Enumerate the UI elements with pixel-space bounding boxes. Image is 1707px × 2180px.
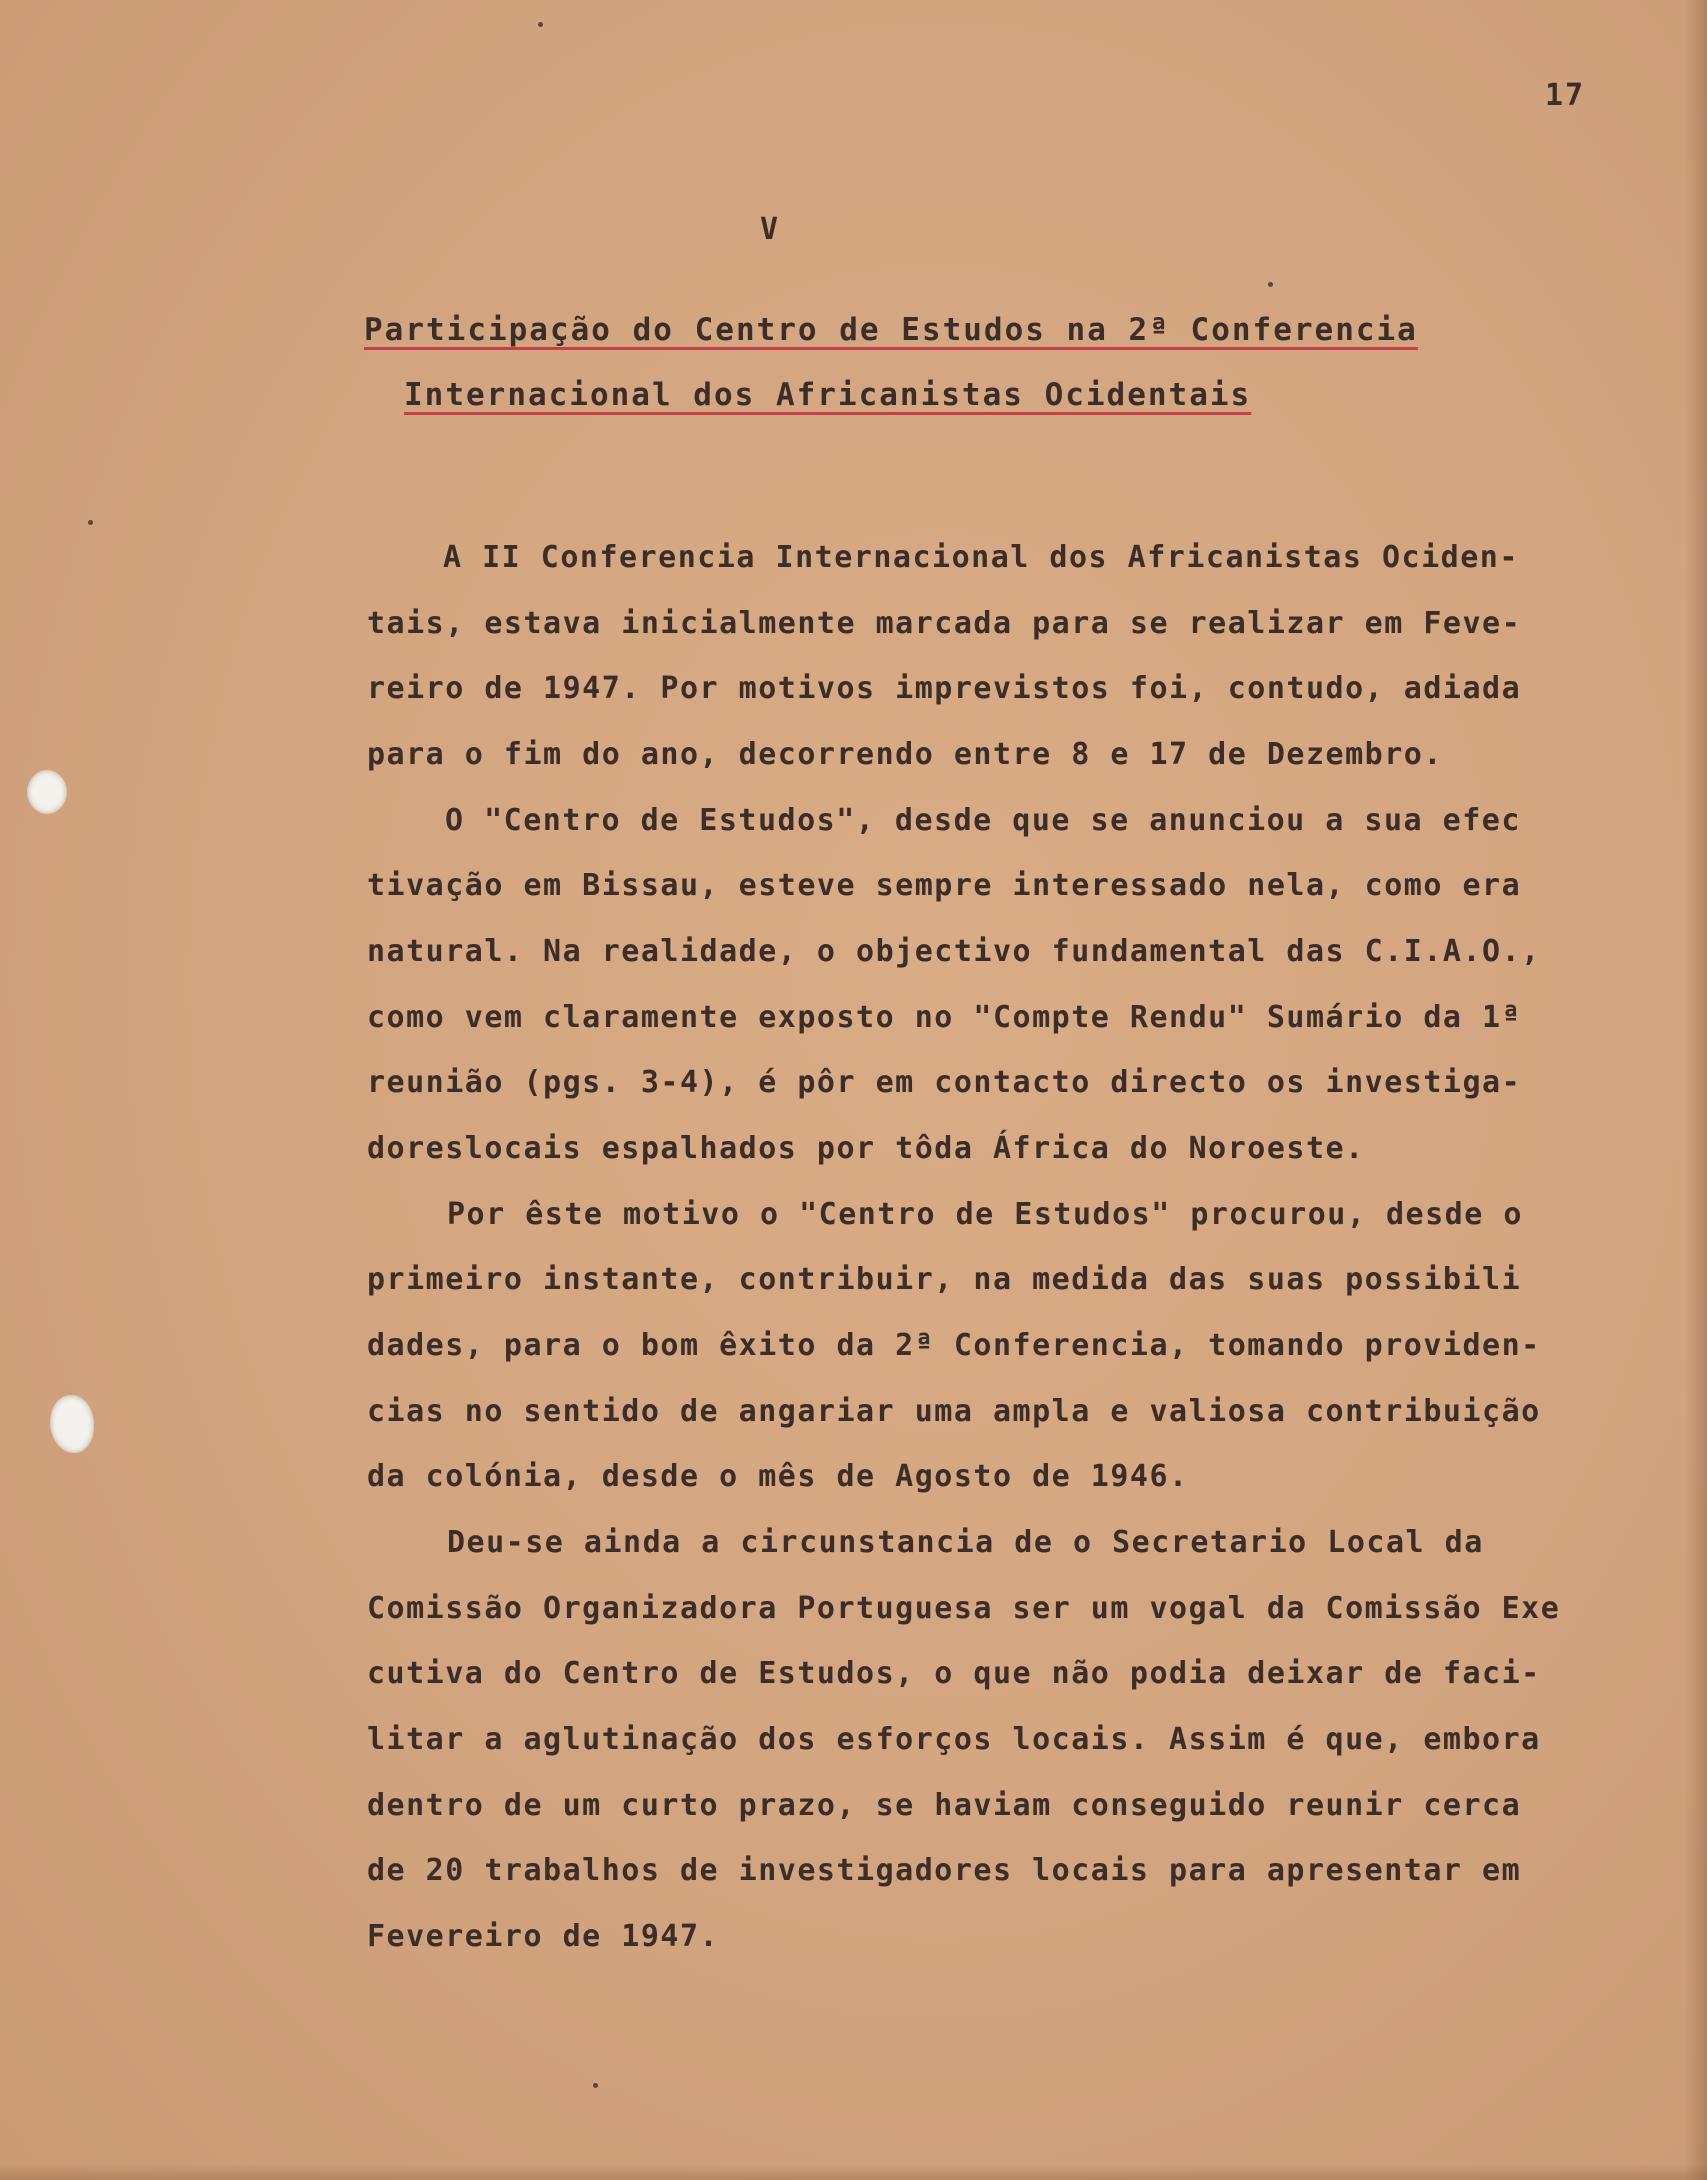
chapter-number: V — [760, 212, 781, 247]
section-title-line-1: Participação do Centro de Estudos na 2ª Conferencia — [364, 312, 1418, 348]
body-line: de 20 trabalhos de investigadores locais para apresentar em — [367, 1853, 1522, 1888]
ink-speck — [88, 520, 93, 525]
body-line: como vem claramente exposto no "Compte Rendu" Sumário da 1ª — [367, 1000, 1522, 1035]
body-line: dades, para o bom êxito da 2ª Conferencia, tomando providen- — [367, 1328, 1541, 1363]
body-line: para o fim do ano, decorrendo entre 8 e 17 de Dezembro. — [367, 737, 1443, 772]
ink-speck — [538, 22, 543, 27]
ink-speck — [1268, 282, 1273, 287]
body-line: O "Centro de Estudos", desde que se anunciou a sua efec — [445, 803, 1521, 838]
punch-hole-lower — [50, 1395, 94, 1453]
section-title-line-2: Internacional dos Africanistas Ocidentais — [404, 377, 1252, 413]
body-line: tivação em Bissau, esteve sempre interessado nela, como era — [367, 868, 1522, 903]
body-line: dentro de um curto prazo, se haviam conseguido reunir cerca — [367, 1788, 1522, 1823]
page-number: 17 — [1545, 78, 1586, 113]
page-edge-shadow — [1685, 0, 1707, 2180]
body-line: cutiva do Centro de Estudos, o que não podia deixar de faci- — [367, 1656, 1541, 1691]
body-line: doreslocais espalhados por tôda África do Noroeste. — [367, 1131, 1365, 1166]
page-bottom-shadow — [0, 2164, 1707, 2180]
body-line: litar a aglutinação dos esforços locais. Assim é que, embora — [367, 1722, 1541, 1757]
ink-speck — [593, 2083, 598, 2088]
body-line: primeiro instante, contribuir, na medida das suas possibili — [367, 1262, 1522, 1297]
body-line: natural. Na realidade, o objectivo fundamental das C.I.A.O., — [367, 934, 1541, 969]
body-line: Comissão Organizadora Portuguesa ser um vogal da Comissão Exe — [367, 1591, 1561, 1626]
body-line: A II Conferencia Internacional dos Africanistas Ociden- — [443, 540, 1519, 575]
body-line: Deu-se ainda a circunstancia de o Secretario Local da — [447, 1525, 1484, 1560]
punch-hole-upper — [27, 770, 67, 814]
body-line: Fevereiro de 1947. — [367, 1919, 720, 1954]
body-line: reiro de 1947. Por motivos imprevistos foi, contudo, adiada — [367, 671, 1522, 706]
body-line: da colónia, desde o mês de Agosto de 1946. — [367, 1459, 1189, 1494]
body-line: cias no sentido de angariar uma ampla e valiosa contribuição — [367, 1394, 1541, 1429]
body-line: tais, estava inicialmente marcada para se realizar em Feve- — [367, 606, 1522, 641]
body-line: reunião (pgs. 3-4), é pôr em contacto directo os investiga- — [367, 1065, 1522, 1100]
body-line: Por êste motivo o "Centro de Estudos" procurou, desde o — [447, 1197, 1523, 1232]
